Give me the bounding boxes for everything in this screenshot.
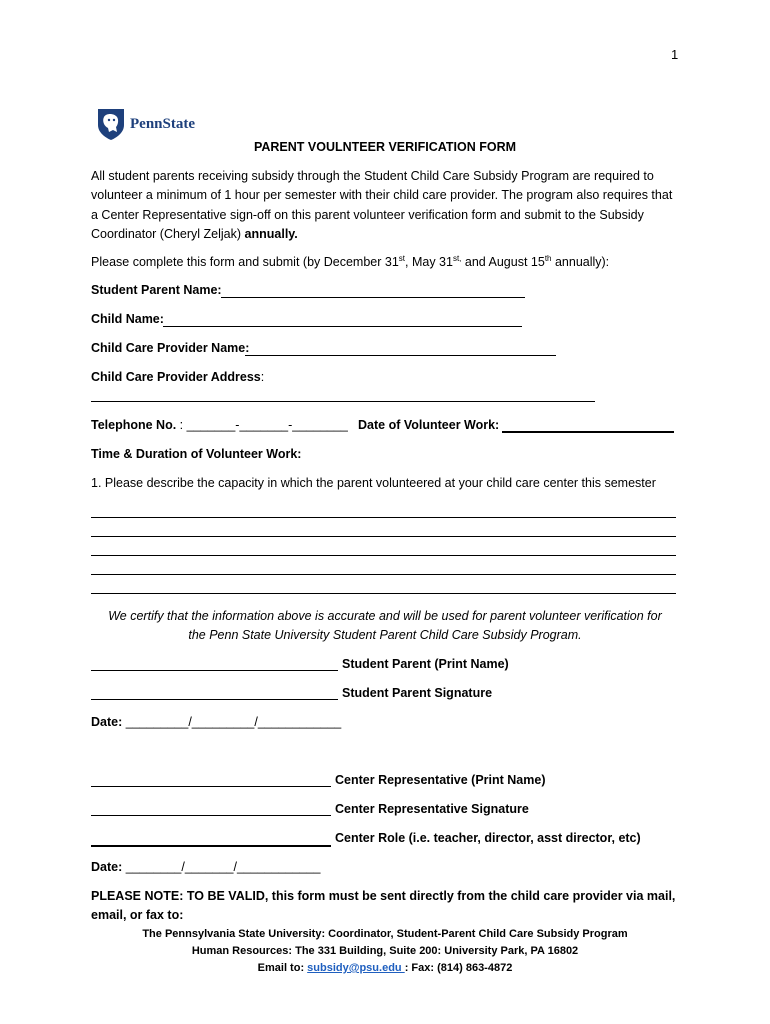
footer-email-link[interactable]: subsidy@psu.edu	[307, 962, 405, 974]
center-role-field[interactable]	[91, 845, 331, 847]
date-1-row	[91, 715, 341, 729]
form-title: PARENT VOULNTEER VERIFICATION FORM	[253, 140, 517, 154]
deadline-mid1: , May 31	[405, 255, 453, 270]
child-name-label: Child Name:	[91, 312, 164, 326]
provider-name-label: Child Care Provider Name:	[91, 341, 250, 355]
footer-line-3	[0, 962, 770, 974]
center-signature-label: Center Representative Signature	[335, 802, 529, 816]
provider-address-colon: :	[260, 370, 265, 384]
telephone-field[interactable]: : _______-_______-________	[179, 418, 348, 432]
center-print-name-field[interactable]	[91, 786, 331, 787]
note-line-1: PLEASE NOTE: TO BE VALID, this form must be sent directly from the child care provider via mail,	[91, 889, 676, 903]
certification-line-2: the Penn State University Student Parent Child Care Subsidy Program.	[188, 628, 582, 642]
parent-signature-label: Student Parent Signature	[342, 686, 493, 700]
provider-address-text: Child Care Provider Address	[91, 370, 261, 384]
intro-paragraph	[91, 167, 681, 244]
pennstate-logo	[96, 107, 195, 141]
deadline-instruction	[91, 254, 609, 269]
deadline-sup3: th	[544, 254, 552, 263]
date-2-label: Date:	[91, 860, 123, 874]
deadline-prefix: Please complete this form and submit (by December 31	[91, 255, 399, 270]
footer-email-label: Email to:	[257, 962, 308, 974]
telephone-label: Telephone No.	[91, 418, 177, 432]
logo-text: PennState	[130, 115, 195, 132]
page-number: 1	[671, 47, 679, 62]
date-1-field[interactable]: _________/_________/____________	[125, 715, 342, 729]
deadline-sup1: st	[398, 254, 406, 263]
provider-address-field[interactable]	[91, 401, 595, 402]
answer-line-2[interactable]	[91, 536, 676, 537]
deadline-mid2: and August 15	[461, 255, 545, 270]
parent-print-name-field[interactable]	[91, 670, 338, 671]
parent-signature-field[interactable]	[91, 699, 338, 700]
deadline-suffix: annually):	[551, 255, 610, 270]
provider-name-field[interactable]	[245, 355, 556, 356]
date-2-row	[91, 860, 320, 874]
answer-line-1[interactable]	[91, 517, 676, 518]
date-volunteer-field[interactable]	[502, 431, 674, 433]
student-parent-name-label: Student Parent Name:	[91, 283, 222, 297]
intro-text: All student parents receiving subsidy through the Student Child Care Subsidy Program are required to volunteer a minimum of 1 hour per semester with their child care provider. The program also requires that a Center Representative sign-off on this parent volunteer verification form and submit to the Subsidy Coordinator (Cheryl Zeljak)	[91, 169, 673, 241]
parent-print-name-label: Student Parent (Print Name)	[342, 657, 509, 671]
certification-line-1: We certify that the information above is accurate and will be used for parent volunteer verification for	[108, 609, 662, 623]
footer-fax: : Fax: (814) 863-4872	[404, 962, 513, 974]
date-volunteer-label: Date of Volunteer Work:	[358, 418, 500, 432]
nittany-lion-shield-icon	[96, 107, 126, 141]
answer-line-5[interactable]	[91, 593, 676, 594]
answer-line-4[interactable]	[91, 574, 676, 575]
deadline-sup2: st,	[452, 254, 462, 263]
question-1: 1. Please describe the capacity in which the parent volunteered at your child care center this semester	[91, 476, 656, 490]
intro-bold-end: annually.	[244, 226, 298, 241]
date-1-label: Date:	[91, 715, 123, 729]
student-parent-name-field[interactable]	[221, 297, 525, 298]
center-print-name-label: Center Representative (Print Name)	[335, 773, 546, 787]
note-line-2: email, or fax to:	[91, 908, 184, 922]
telephone-row	[91, 418, 348, 432]
footer-line-1: The Pennsylvania State University: Coordinator, Student-Parent Child Care Subsidy Program	[142, 928, 628, 940]
provider-address-label	[91, 370, 264, 384]
time-duration-label: Time & Duration of Volunteer Work:	[91, 447, 302, 461]
footer-line-2: Human Resources: The 331 Building, Suite 200: University Park, PA 16802	[191, 945, 579, 957]
answer-line-3[interactable]	[91, 555, 676, 556]
center-role-label: Center Role (i.e. teacher, director, asst director, etc)	[335, 831, 641, 845]
center-signature-field[interactable]	[91, 815, 331, 816]
child-name-field[interactable]	[163, 326, 522, 327]
date-2-field[interactable]: ________/_______/____________	[125, 860, 321, 874]
